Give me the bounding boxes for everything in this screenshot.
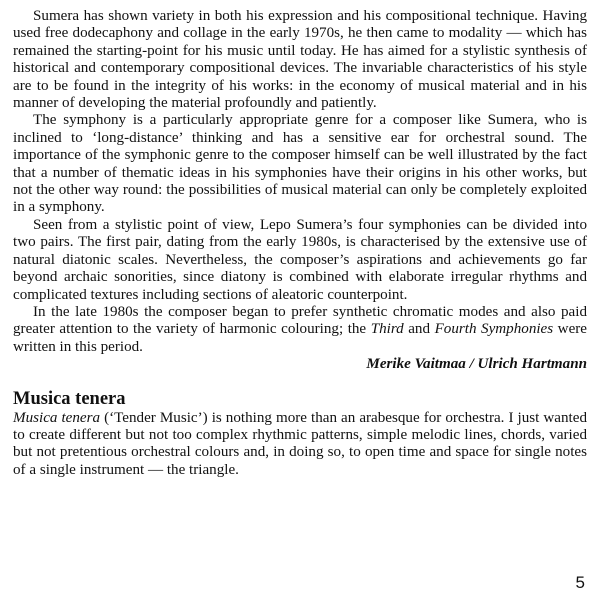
author-signature: Merike Vaitmaa / Ulrich Hartmann [366,356,587,373]
paragraph-four-symphonies: Seen from a stylistic point of view, Lepo Sumera’s four symphonies can be divided into two pairs. The first pair, dating from the early 1980s, is characterised by the extensive use of natural diatonic scales. Nevertheless, the composer’s aspirations and achievements go far beyond archaic sonorities, since diatony is combined with elaborate irregular rhythms and complicated textures including sections of aleatoric counterpoint. [13,216,587,303]
paragraph-style: Sumera has shown variety in both his expression and his compositional technique. Having used free dodecaphony and collage in the early 1970s, he then came to modality — which has remained the starting-point for his music until today. He has aimed for a stylistic synthesis of historical and contemporary compositional devices. The invariable characteristics of his style are to be found in the integrity of his works: in the economy of musical material and in his manner of developing the material profoundly and patiently. [13,8,587,112]
page-number: 5 [575,573,585,592]
paragraph-symphony-genre: The symphony is a particularly appropriate genre for a composer like Sumera, who is inclined to ‘long-distance’ thinking and has a sensitive ear for orchestral sound. The importance of the symphonic genre to the composer himself can be well illustrated by the fact that a number of thematic ideas in his symphonies have their origins in his other works, but not the other way round: the possibilities of musical material can only be completely exploited in a symphony. [13,112,587,216]
text-span: were written in this period. [13,321,588,355]
italic-third: Third [370,321,404,338]
page-content [13,8,587,479]
italic-fourth-symphonies: Fourth Symphonies [434,321,554,338]
text-span: and [403,321,435,338]
paragraph-late-1980s [13,304,587,356]
paragraph-musica-tenera [13,410,587,480]
section-title: Musica tenera [13,388,126,409]
text-span: (‘Tender Music’) is nothing more than an arabesque for orchestra. I just wanted to create different but not too complex rhythmic patterns, simple melodic lines, chords, varied but not pretentious orchestral colours and, in doing so, to open time and space for single notes of a single instrument — the triangle. [13,409,587,478]
text-span: In the late 1980s the composer began to prefer synthetic chromatic modes and also paid greater attention to the variety of harmonic colouring; the [13,303,587,338]
italic-work-title: Musica tenera [13,409,101,426]
